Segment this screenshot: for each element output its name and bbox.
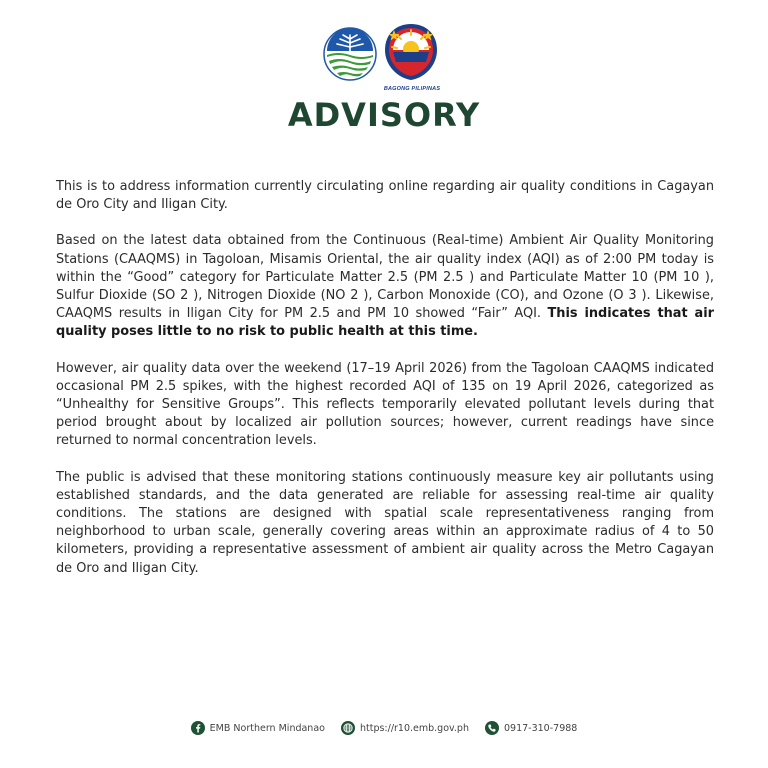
paragraph-weekend-data: However, air quality data over the weekend (17–19 April 2026) from the Tagoloan CAAQMS indicated occasional PM 2.5 spikes, with the highest recorded AQI of 135 on 19 April 2026, categorized as “Unhealthy for Sensitive Groups”. This reflects temporarily elevated pollutant levels during that period brought about by localized air pollution sources; however, current readings have since returned to normal concentration levels. [56, 360, 714, 449]
paragraph-current-data-text: Based on the latest data obtained from the Continuous (Real-time) Ambient Air Quality Monitoring Stations (CAAQMS) in Tagoloan, Misamis Oriental, the air quality index (AQI) as of 2:00 PM today is within the “Good” category for Particulate Matter 2.5 (PM 2.5 ) and Particulate Matter 10 (PM 10 ), Sulfur Dioxide (SO 2 ), Nitrogen Dioxide (NO 2 ), Carbon Monoxide (CO), and Ozone (O 3 ). Likewise, CAAQMS results in Iligan City for PM 2.5 and PM 10 showed “Fair” AQI. [56, 233, 714, 322]
paragraph-public-advice: The public is advised that these monitoring stations continuously measure key air pollutants using established standards, and the data generated are reliable for assessing real-time air quality conditions. The stations are designed with spatial scale representativeness ranging from neighborhood to urban scale, generally covering areas within an approximate radius of 4 to 50 kilometers, providing a representative assessment of ambient air quality across the Metro Cagayan de Oro and Iligan City. [56, 469, 714, 576]
footer-facebook[interactable] [191, 721, 325, 735]
globe-icon [341, 721, 355, 735]
paragraph-current-data-emphasis: This indicates that air quality poses little to no risk to public health at this time. [56, 306, 714, 340]
phone-icon [485, 721, 499, 735]
bagong-pilipinas-caption: BAGONG PILIPINAS [383, 86, 441, 92]
facebook-icon [191, 721, 205, 735]
footer-website[interactable] [341, 721, 469, 735]
page-title: ADVISORY [287, 96, 481, 134]
footer [0, 719, 768, 737]
footer-phone[interactable] [485, 721, 577, 735]
emb-logo [323, 27, 377, 81]
facebook-page-name: EMB Northern Mindanao [209, 722, 325, 734]
header-logos [0, 22, 768, 92]
advisory-body [56, 178, 714, 578]
phone-number: 0917-310-7988 [503, 722, 578, 734]
bagong-pilipinas-logo [382, 22, 440, 82]
paragraph-current-data [56, 232, 714, 341]
paragraph-intro: This is to address information currently circulating online regarding air quality conditions in Cagayan de Oro City and Iligan City. [56, 179, 714, 213]
website-url: https://r10.emb.gov.ph [359, 722, 469, 734]
